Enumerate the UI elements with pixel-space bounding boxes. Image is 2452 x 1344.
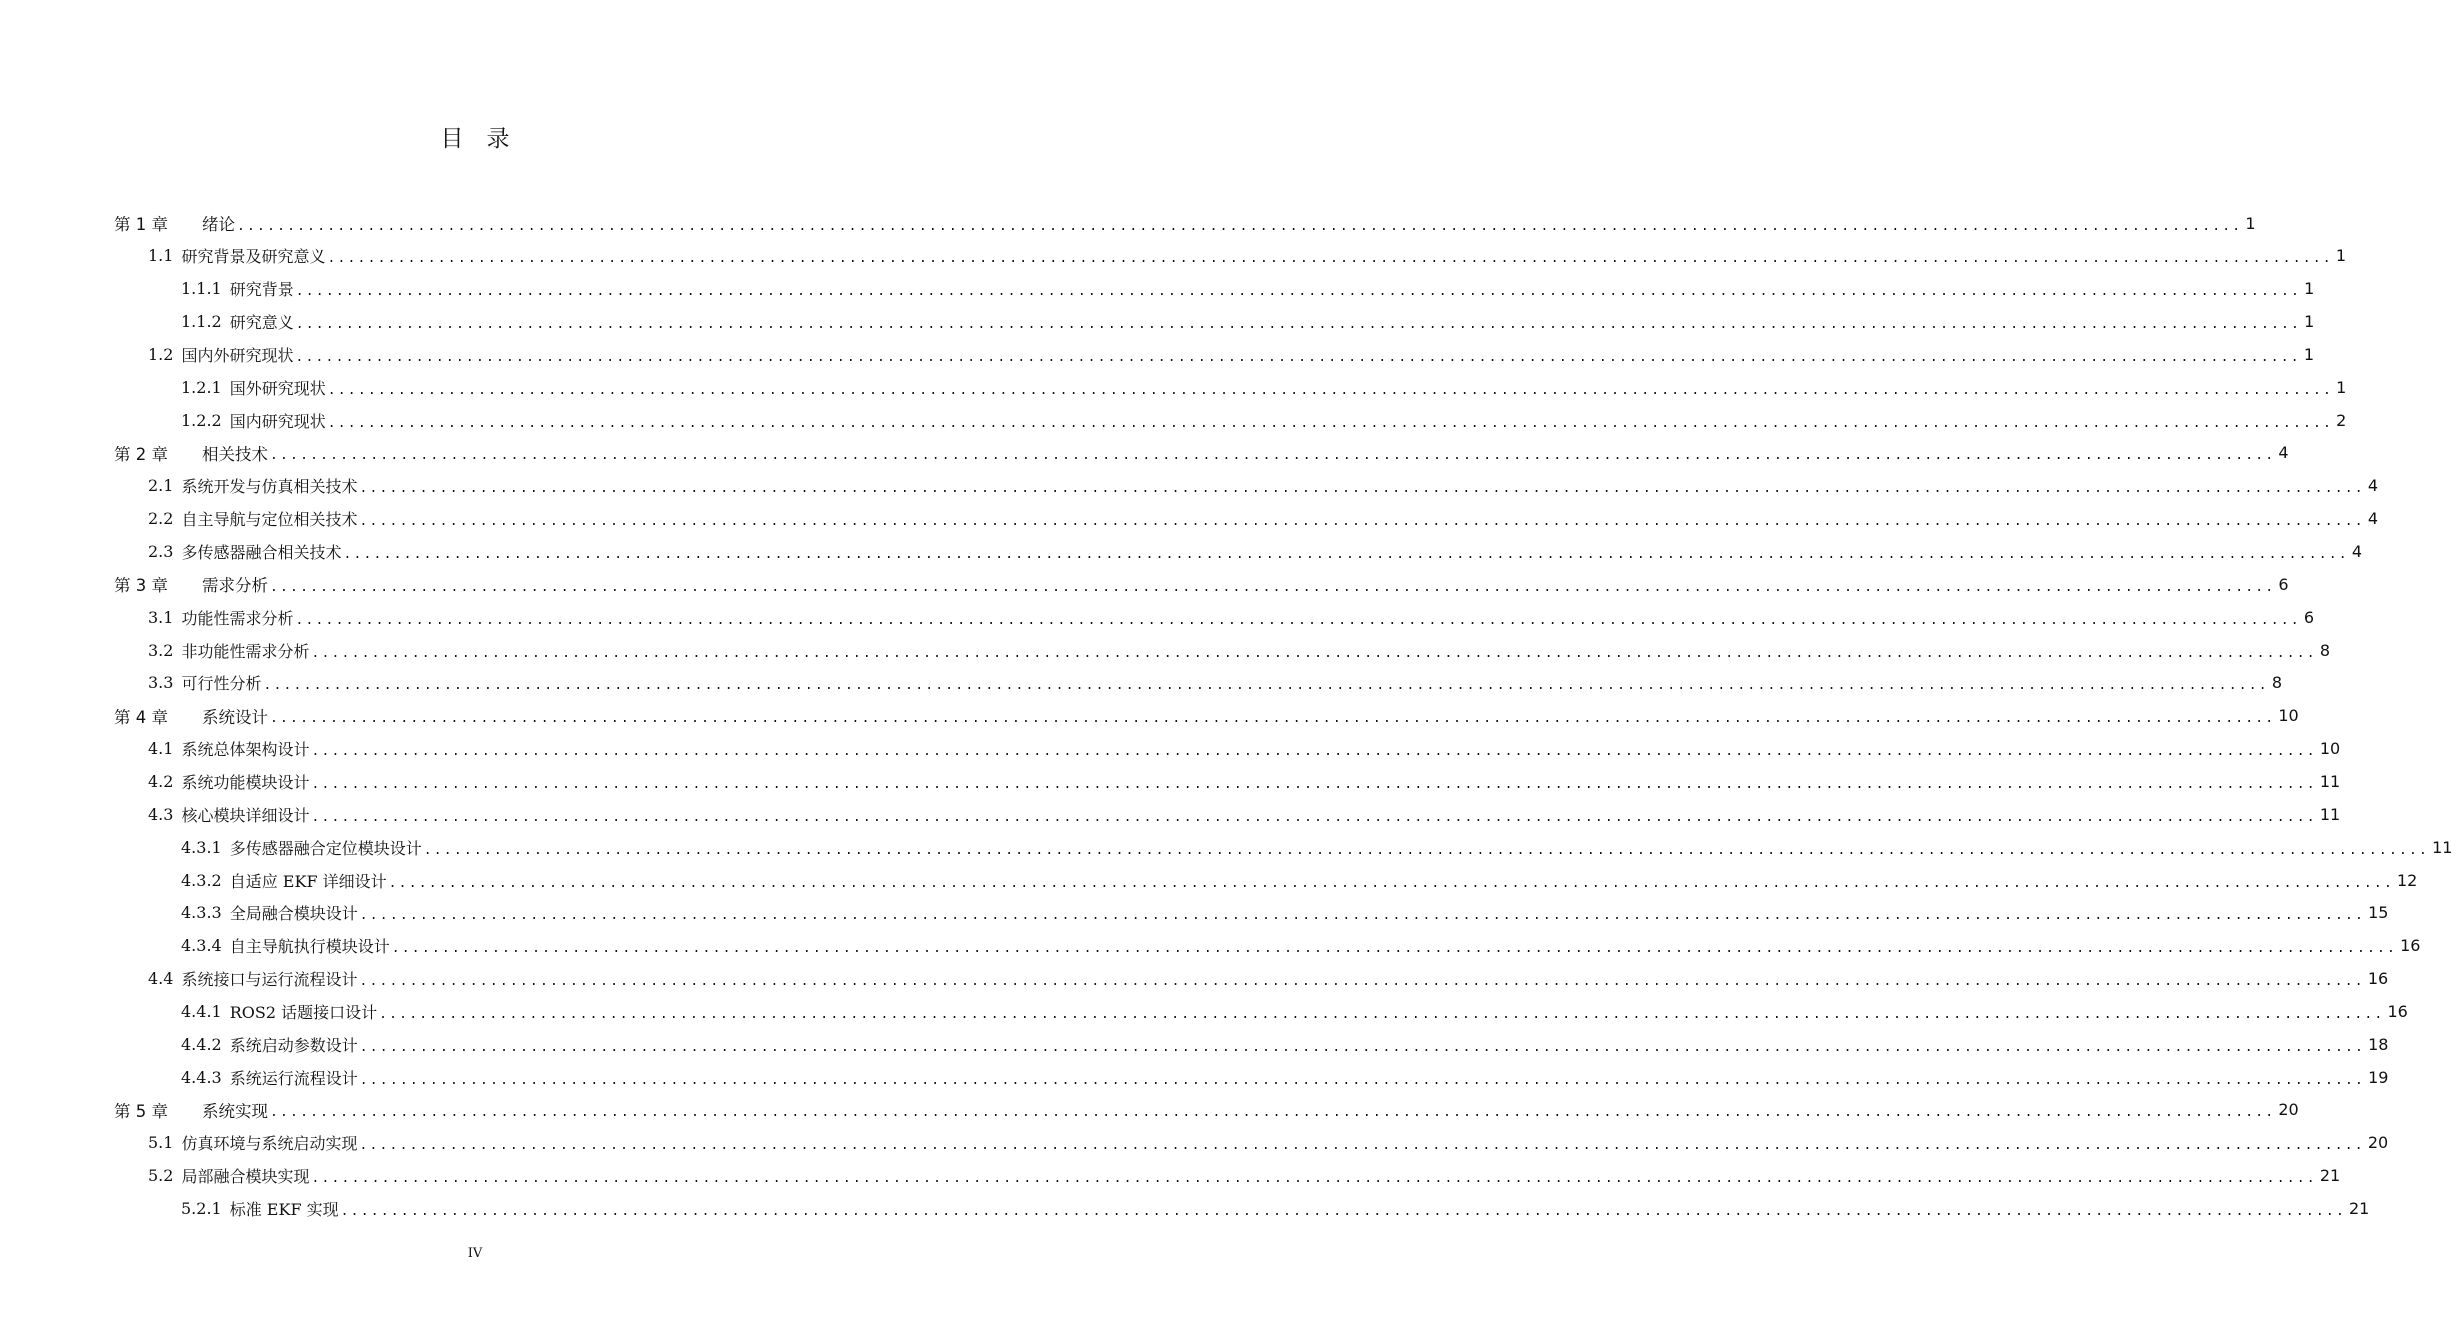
dot-leader: ........................................................................................................................................................................................................ [391,941,2398,957]
toc-entry-page: 15 [2368,903,2389,923]
toc-entry-number: 2.3 [148,542,174,561]
toc-entry-page: 16 [2367,969,2389,989]
toc-entry-title: 系统功能模块设计 [181,772,310,792]
dot-leader: ........................................................................................................................................................................................................ [327,382,2334,398]
toc-entry-page: 8 [2271,673,2282,693]
toc-entry-title: 核心模块详细设计 [181,805,310,825]
toc-entry[interactable] [181,898,2389,928]
dot-leader: ........................................................................................................................................................................................................ [270,711,2276,727]
toc-entry-page: 21 [2319,1166,2341,1186]
toc-entry[interactable] [148,766,2341,796]
dot-leader: ........................................................................................................................................................................................................ [295,349,2301,365]
toc-entry-number: 第 1 章 [114,215,168,234]
toc-entry-number: 3.3 [148,673,174,693]
toc-entry-page: 20 [2367,1133,2389,1153]
dot-leader: ........................................................................................................................................................................................................ [340,1204,2346,1219]
toc-entry[interactable] [181,865,2418,895]
dot-leader: ........................................................................................................................................................................................................ [359,1138,2365,1154]
toc-entry-page: 16 [2387,1001,2408,1021]
toc-entry-number: 4.4.1 [181,1001,222,1021]
toc-entry-page: 21 [2348,1199,2370,1218]
toc-entry-page: 4 [2367,509,2378,529]
toc-entry-page: 1 [2303,344,2314,364]
dot-leader: ........................................................................................................................................................................................................ [359,481,2365,497]
toc-entry[interactable] [148,964,2389,994]
toc-entry-title: 自适应 EKF 详细设计 [229,871,387,891]
toc-entry[interactable] [181,274,2315,304]
toc-entry-title: 系统接口与运行流程设计 [181,970,358,990]
toc-entry[interactable] [181,832,2452,862]
toc-entry-number: 第 3 章 [114,576,168,596]
toc-entry-title: 绪论 [202,215,235,234]
dot-leader: ........................................................................................................................................................................................................ [295,317,2302,333]
dot-leader: ........................................................................................................................................................................................................ [359,1072,2366,1088]
toc-entry-number: 4.2 [148,771,174,791]
toc-entry-number: 2.2 [148,509,174,529]
toc-entry-title: 仿真环境与系统启动实现 [181,1134,358,1154]
toc-entry-page: 8 [2319,640,2330,660]
toc-entry-page: 12 [2396,870,2418,890]
toc-entry[interactable] [181,405,2347,435]
toc-entry-page: 1 [2335,246,2346,266]
toc-entry-title: 相关技术 [202,444,268,464]
dot-leader: ........................................................................................................................................................................................................ [327,415,2334,431]
dot-leader: ........................................................................................................................................................................................................ [423,842,2430,858]
toc-entry-page: 2 [2336,410,2347,430]
toc-entry-page: 10 [2319,739,2341,759]
dot-leader: ........................................................................................................................................................................................................ [237,218,2243,234]
dot-leader: ........................................................................................................................................................................................................ [311,1171,2317,1187]
page-number: IV [467,1246,483,1261]
toc-entry[interactable] [181,372,2347,402]
toc-entry-page: 1 [2336,377,2347,397]
dot-leader: ........................................................................................................................................................................................................ [311,744,2317,760]
toc-entry-number: 1.1 [148,246,174,266]
toc-entry[interactable] [114,701,2299,731]
toc-entry[interactable] [148,799,2341,829]
toc-entry-number: 5.2.1 [181,1199,222,1218]
dot-leader: ........................................................................................................................................................................................................ [311,809,2317,825]
toc-entry-page: 4 [2351,542,2362,561]
dot-leader: ........................................................................................................................................................................................................ [359,974,2365,990]
toc-entry-page: 19 [2368,1067,2389,1087]
toc-entry-title: ROS2 话题接口设计 [229,1002,378,1022]
toc-entry-page: 16 [2400,936,2421,956]
toc-entry-title: 非功能性需求分析 [181,641,310,661]
dot-leader: ........................................................................................................................................................................................................ [388,875,2394,891]
dot-leader: ........................................................................................................................................................................................................ [327,251,2333,267]
toc-entry[interactable] [181,996,2408,1026]
toc-entry-page: 1 [2304,279,2315,299]
toc-entry-page: 4 [2278,443,2289,463]
toc-entry-page: 20 [2278,1100,2299,1120]
toc-entry-title: 研究背景 [229,280,294,300]
toc-entry[interactable] [148,339,2314,369]
toc-entry[interactable] [148,471,2378,501]
toc-entry[interactable] [148,504,2378,534]
toc-entry[interactable] [148,1128,2389,1158]
toc-entry-title: 自主导航执行模块设计 [229,937,390,957]
toc-entry-title: 研究意义 [229,313,294,333]
toc-entry-number: 1.1.1 [181,279,222,299]
toc-entry-title: 局部融合模块实现 [181,1167,310,1187]
toc-entry-page: 11 [2319,804,2341,824]
toc-entry-number: 3.1 [148,607,174,627]
toc-entry[interactable] [181,931,2421,961]
toc-entry-title: 需求分析 [202,576,268,596]
toc-entry-number: 第 2 章 [114,444,168,464]
toc-entry-page: 10 [2278,706,2299,726]
toc-entry-number: 5.2 [148,1166,174,1186]
toc-entry-number: 1.2.1 [181,377,222,397]
dot-leader: ........................................................................................................................................................................................................ [270,448,2276,464]
toc-entry-number: 4.3 [148,804,174,824]
toc-entry-title: 标准 EKF 实现 [229,1200,339,1219]
toc-entry-number: 5.1 [148,1133,174,1153]
toc-entry-number: 4.3.2 [181,870,222,890]
toc-entry-number: 4.3.3 [181,903,222,923]
toc-entry[interactable] [148,1161,2341,1191]
toc-entry-page: 4 [2367,476,2378,496]
toc-entry-page: 6 [2303,607,2314,627]
toc-entry-number: 1.2 [148,344,174,364]
toc-entry-title: 系统开发与仿真相关技术 [181,477,358,497]
toc-entry-page: 1 [2245,213,2256,233]
toc-entry-number: 4.3.1 [181,837,222,857]
toc-entry-title: 自主导航与定位相关技术 [181,510,358,530]
dot-leader: ........................................................................................................................................................................................................ [311,776,2317,792]
toc-entry[interactable] [181,1194,2370,1224]
dot-leader: ........................................................................................................................................................................................................ [359,908,2366,924]
dot-leader: ........................................................................................................................................................................................................ [295,612,2301,628]
page-title: 目 录 [440,126,510,152]
toc-entry[interactable] [148,602,2314,632]
toc-entry-title: 功能性需求分析 [181,608,294,628]
dot-leader: ........................................................................................................................................................................................................ [379,1006,2385,1022]
dot-leader: ........................................................................................................................................................................................................ [270,1105,2276,1121]
dot-leader: ........................................................................................................................................................................................................ [311,645,2317,661]
dot-leader: ........................................................................................................................................................................................................ [359,514,2365,530]
toc-entry[interactable] [148,734,2341,764]
toc-entry-number: 4.3.4 [181,936,222,956]
toc-entry-number: 1.2.2 [181,410,222,430]
toc-entry[interactable] [148,241,2346,271]
toc-entry-page: 6 [2278,574,2289,594]
toc-entry-number: 2.1 [148,476,174,496]
toc-entry[interactable] [181,307,2315,337]
toc-entry-page: 18 [2368,1034,2389,1054]
toc-entry[interactable] [181,1062,2389,1092]
toc-entry-number: 4.4 [148,969,174,989]
dot-leader: ........................................................................................................................................................................................................ [295,284,2302,300]
toc-entry[interactable] [114,1095,2299,1125]
toc-entry-title: 系统实现 [202,1101,268,1121]
toc-entry[interactable] [114,438,2289,468]
toc-entry[interactable] [148,668,2282,698]
toc-entry-title: 研究背景及研究意义 [181,247,326,267]
dot-leader: ........................................................................................................................................................................................................ [263,678,2269,694]
dot-leader: ........................................................................................................................................................................................................ [270,579,2276,595]
toc-entry-title: 国内外研究现状 [181,345,294,365]
toc-entry-number: 第 5 章 [114,1101,168,1121]
toc-entry-number: 4.1 [148,739,174,759]
toc-entry[interactable] [114,208,2256,238]
toc-entry-title: 全局融合模块设计 [229,904,358,924]
toc-entry[interactable] [114,569,2289,599]
toc-entry-title: 可行性分析 [181,674,262,694]
toc-entry-page: 1 [2304,312,2315,332]
toc-entry-title: 系统运行流程设计 [229,1068,358,1088]
toc-entry[interactable] [181,1029,2389,1059]
toc-entry-number: 第 4 章 [114,707,168,727]
toc-entry-number: 4.4.3 [181,1067,222,1087]
toc-entry-title: 系统启动参数设计 [229,1035,358,1055]
toc-entry-title: 多传感器融合定位模块设计 [229,838,422,858]
toc-entry-page: 11 [2432,837,2452,857]
toc-entry-title: 系统总体架构设计 [181,740,310,760]
toc-entry-title: 系统设计 [202,707,268,727]
dot-leader: ........................................................................................................................................................................................................ [359,1039,2366,1055]
toc-entry-page: 11 [2319,771,2341,791]
toc-entry-title: 国内研究现状 [229,411,326,431]
toc-entry-title: 多传感器融合相关技术 [181,543,342,562]
toc-entry-title: 国外研究现状 [229,378,326,398]
toc-entry-number: 4.4.2 [181,1034,222,1054]
toc-entry[interactable] [148,635,2330,665]
dot-leader: ........................................................................................................................................................................................................ [343,547,2349,562]
toc-entry[interactable] [148,537,2362,567]
toc-entry-number: 3.2 [148,640,174,660]
toc-entry-number: 1.1.2 [181,312,222,332]
